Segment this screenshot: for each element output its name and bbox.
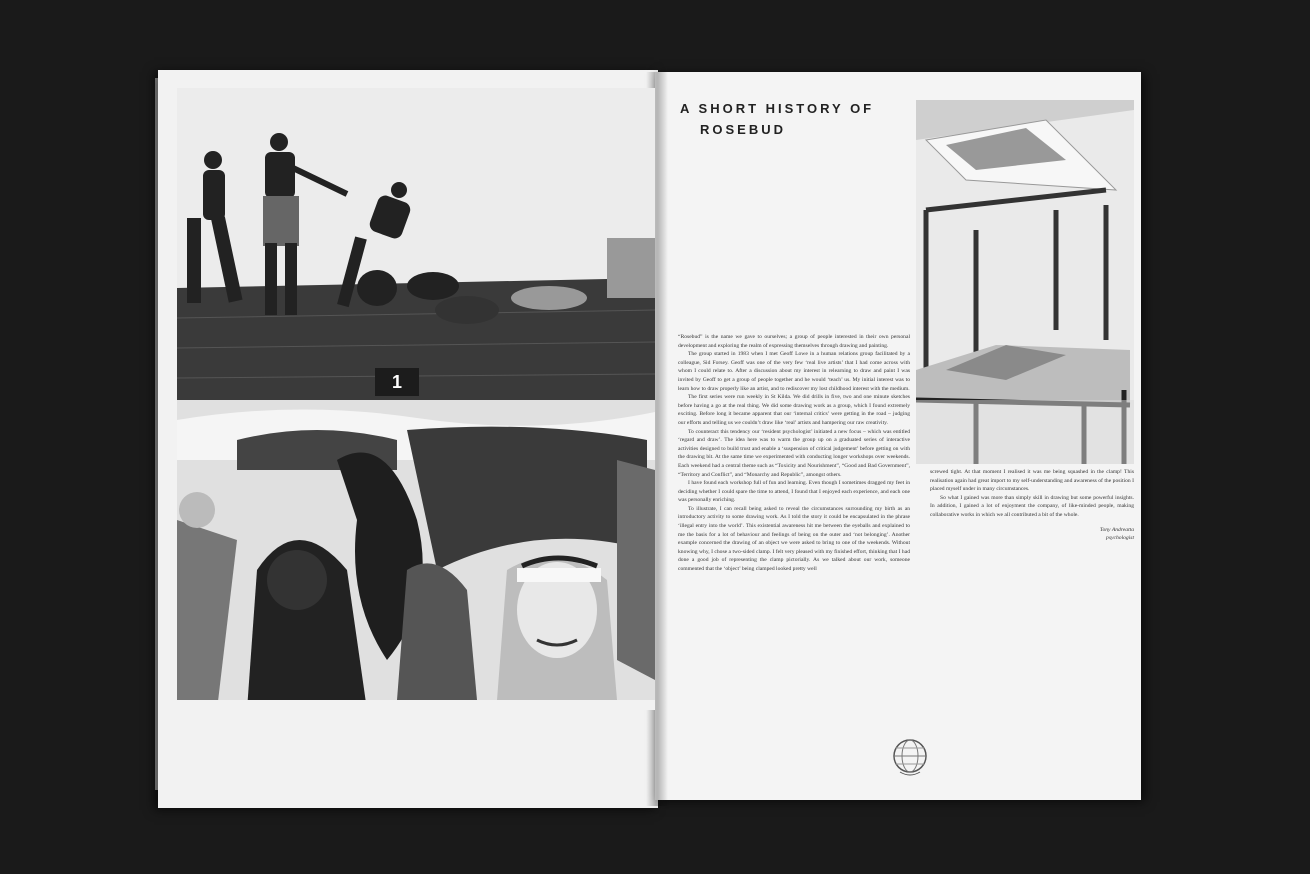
paragraph: “Rosebud” is the name we gave to ourselves; a group of people interested in their own personal development and exploring the realm of expressing themselves through drawing and painting. <box>678 334 910 349</box>
paragraph: To counteract this tendency our ‘resident psychologist’ initiated a new focus – which was entitled ‘regard and draw’. The idea here was to warm the group up on a graduated series of interactive activities designed to build trust and enable a ‘suspension of critical judgement’ before getting on with the drawing bit. At the same time we experimented with conducting longer workshops over weekends. Each weekend had a central theme such as “Toxicity and Nourishment”, “Good and Bad Government”, “Territory and Conflict”, and “Monarchy and Republic”, amongst others. <box>678 428 910 478</box>
paragraph: The group started in 1983 when I met Geoff Lowe in a human relations group facilitated by a colleague, Sid Forsey. Geoff was one of the very few ‘real live artists’ that I had come across with whom I could relate to. After a discussion about my interest in relearning to draw and paint I was invited by Geoff to get a group of people together and he would ‘teach’ us. My initial interest was to learn how to draw properly like an artist, and to rediscover my lost childhood interest with the medium. <box>678 351 910 392</box>
title-line-1: A SHORT HISTORY OF <box>680 101 875 116</box>
page-number-badge: 1 <box>375 368 419 396</box>
title-line-2: ROSEBUD <box>700 122 787 137</box>
paragraph: The first series were run weekly in St Kilda. We did drills in five, two and one minute sketches before having a go at the real thing. We did some drawing work as a group, which I found extremely exciting. Before long it became apparent that our ‘internal critics’ were getting in the road – judging our efforts and telling us we couldn’t draw like ‘real’ artists and hampering our raw creativity. <box>678 394 910 426</box>
paragraph: So what I gained was more than simply skill in drawing but some powerful insights. In addition, I gained a lot of enjoyment the company, of like-minded people, making collaborative works in which we all contributed a bit of the whole. <box>930 494 1134 518</box>
author-role: psychologist <box>1106 535 1134 542</box>
article-continuation <box>930 468 1134 543</box>
author-signature <box>930 526 1134 543</box>
globe-stamp-icon <box>890 736 930 778</box>
paragraph: I have found each workshop full of fun and learning. Even though I sometimes dragged my feet in deciding whether I could spare the time to attend, I found that I enjoyed each experience, and each one was personally enriching. <box>678 480 910 504</box>
performance-photo <box>177 88 655 400</box>
article-title <box>680 98 874 140</box>
author-name: Tony Andreatta <box>1099 526 1134 533</box>
paragraph: To illustrate, I can recall being asked to reveal the circumstances surrounding my birth as an introductory activity to some drawing work. As I told the story it could be encapsulated in the phrase ‘illegal entry into the world’. This existential awareness hit me between the eyeballs and explained to me the basis for a lot of behaviour and feelings of being on the outer and ‘not belonging’. Another example concerned the drawing of an object we were asked to bring to one of the weekends. Without knowing why, I chose a two-sided clamp. I felt very pleased with my finished effort, thinking that I had done a good job of representing the clamp pictorially. As we talked about our work, someone commented that the ‘object’ being clamped looked pretty well <box>678 505 910 573</box>
display-case-photo <box>916 100 1134 464</box>
mural-photo <box>177 400 655 710</box>
article-body <box>678 333 910 574</box>
paragraph: screwed tight. At that moment I realised it was me being squashed in the clamp! This realisation again had great import to my self-understanding and awareness of the position I placed myself under in many circumstances. <box>930 469 1134 493</box>
